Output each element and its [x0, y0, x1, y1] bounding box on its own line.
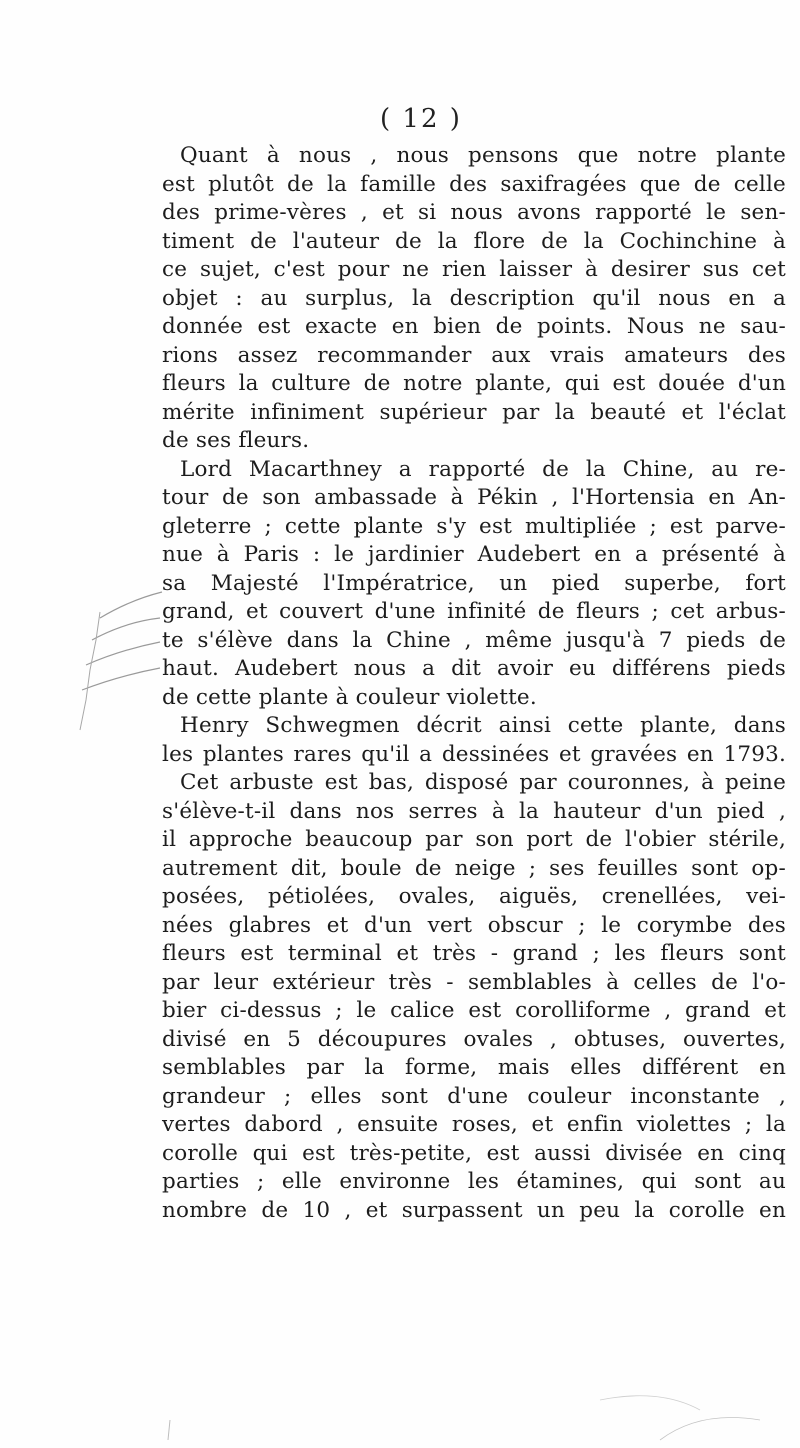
text-line: fleurs est terminal et très - grand ; les fleurs sont: [162, 941, 786, 966]
text-line: des prime-vères , et si nous avons rapporté le sen-: [162, 200, 786, 225]
text-line: te s'élève dans la Chine , même jusqu'à 7 pieds de: [162, 627, 786, 653]
text-line: posées, pétiolées, ovales, aiguës, crenellées, vei-: [162, 884, 786, 909]
text-line: grand, et couvert d'une infinité de fleurs ; cet arbus-: [162, 599, 786, 624]
text-line: grandeur ; elles sont d'une couleur inconstante ,: [162, 1083, 786, 1109]
text-line: sa Majesté l'Impératrice, un pied superbe, fort: [162, 570, 786, 596]
text-line: tour de son ambassade à Pékin , l'Hortensia en An-: [162, 485, 786, 510]
text-line: de cette plante à couleur violette.: [162, 684, 537, 710]
text-line: objet : au surplus, la description qu'il nous en a: [162, 285, 786, 311]
text-line: autrement dit, boule de neige ; ses feuilles sont op-: [162, 855, 786, 881]
text-line: parties ; elle environne les étamines, qui sont au: [162, 1169, 786, 1194]
text-line: corolle qui est très-petite, est aussi divisée en cinq: [162, 1140, 786, 1166]
text-line: ce sujet, c'est pour ne rien laisser à desirer sus cet: [162, 257, 786, 282]
text-line: divisé en 5 découpures ovales , obtuses, ouvertes,: [162, 1026, 786, 1052]
text-line: haut. Audebert nous a dit avoir eu différens pieds: [162, 656, 786, 681]
text-line: il approche beaucoup par son port de l'obier stérile,: [162, 827, 786, 852]
body-text: [162, 142, 786, 1225]
page-number: ( 12 ): [380, 104, 462, 134]
text-line: Cet arbuste est bas, disposé par couronnes, à peine: [180, 770, 786, 795]
text-line: Quant à nous , nous pensons que notre plante: [180, 143, 786, 168]
text-line: Lord Macarthney a rapporté de la Chine, au re-: [180, 456, 786, 482]
text-line: rions assez recommander aux vrais amateurs des: [162, 342, 786, 368]
text-line: vertes dabord , ensuite roses, et enfin violettes ; la: [162, 1112, 786, 1137]
text-line: s'élève-t-il dans nos serres à la hauteur d'un pied ,: [162, 798, 786, 824]
text-line: nées glabres et d'un vert obscur ; le corymbe des: [162, 912, 786, 938]
text-line: est plutôt de la famille des saxifragées que de celle: [162, 171, 786, 197]
text-line: semblables par la forme, mais elles différent en: [162, 1055, 786, 1080]
text-line: gleterre ; cette plante s'y est multipliée ; est parve-: [162, 513, 786, 539]
text-line: Henry Schwegmen décrit ainsi cette plante, dans: [180, 713, 786, 738]
text-line: donnée est exacte en bien de points. Nous ne sau-: [162, 314, 786, 339]
text-line: nombre de 10 , et surpassent un peu la corolle en: [162, 1197, 786, 1223]
text-line: de ses fleurs.: [162, 428, 310, 453]
text-line: bier ci-dessus ; le calice est corolliforme , grand et: [162, 998, 786, 1023]
text-line: par leur extérieur très - semblables à celles de l'o-: [162, 969, 786, 995]
text-line: fleurs la culture de notre plante, qui est douée d'un: [162, 371, 786, 396]
text-line: timent de l'auteur de la flore de la Cochinchine à: [162, 228, 786, 254]
text-line: les plantes rares qu'il a dessinées et gravées en 1793.: [162, 741, 786, 767]
text-line: mérite infiniment supérieur par la beauté et l'éclat: [162, 399, 786, 425]
text-line: nue à Paris : le jardinier Audebert en a présenté à: [162, 542, 786, 567]
